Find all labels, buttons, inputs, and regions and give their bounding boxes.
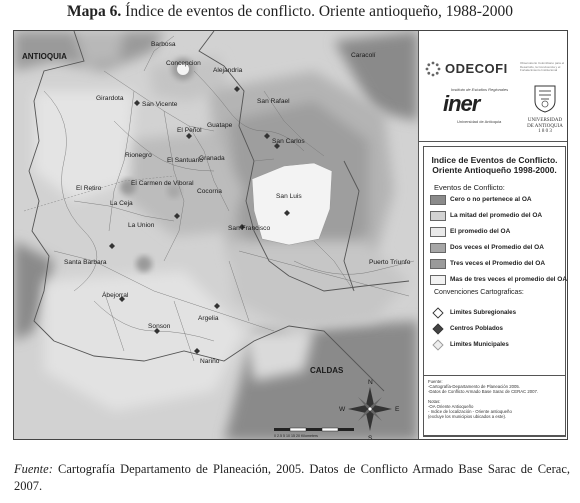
compass-w: W: [339, 406, 346, 413]
map-title-text: Índice de eventos de conflicto. Oriente antioqueño, 1988-2000: [125, 3, 513, 20]
legend-label: Mas de tres veces el promedio del OA: [450, 276, 568, 283]
legend-item: [430, 275, 568, 287]
map-label-elsantuario: El Santuario: [167, 157, 203, 164]
legend-item: [430, 227, 563, 239]
convention-item: [432, 339, 562, 351]
notes-box: [423, 375, 566, 437]
notes-fuente-2: -Datos de Conflicto Armado Base Sarac de CERAC 2007.: [428, 389, 539, 395]
compass-s: S: [368, 435, 373, 441]
udea-year: 1 8 0 3: [538, 129, 552, 134]
legend-swatch: [430, 275, 446, 285]
map-label-narino: Nariño: [200, 358, 220, 365]
legend-label: Cero o no pertenece al OA: [450, 196, 532, 203]
map-label-cocorna: Cocorna: [197, 188, 222, 195]
source-caption: [14, 461, 570, 495]
map-label-elcarmen: El Carmen de Viboral: [131, 180, 194, 187]
map-label-puertotriunfo: Puerto Triunfo: [369, 259, 411, 266]
legend-title-line1: Indice de Eventos de Conflicto.: [431, 155, 558, 165]
diamond-filled-icon: [432, 323, 444, 335]
map-frame: [13, 30, 568, 440]
convention-label: Limites Subregionales: [450, 309, 517, 316]
legend-swatch: [430, 227, 446, 237]
map-label-elretiro: El Retiro: [76, 185, 102, 192]
map-label-santabarbara: Santa Barbara: [64, 259, 107, 266]
map-label-girardota: Girardota: [96, 95, 124, 102]
convention-item: [432, 323, 562, 335]
odecofi-dots-icon: [425, 61, 441, 77]
iner-wordmark: iner: [443, 91, 480, 116]
legend-swatch: [430, 211, 446, 221]
map-label-sanluis: San Luis: [276, 193, 302, 200]
legend-item: [430, 211, 563, 223]
iner-logo: [437, 87, 512, 127]
udea-line1: UNIVERSIDAD: [527, 118, 563, 123]
map-canvas[interactable]: [14, 31, 418, 440]
map-label-alejandria: Alejandria: [213, 67, 243, 74]
map-label-caracoli: Caracolí: [351, 52, 376, 59]
map-label-sanrafael: San Rafael: [257, 98, 290, 105]
map-label-launion: La Union: [128, 222, 155, 229]
udea-line2: DE ANTIOQUIA: [527, 123, 563, 129]
notes-item-2: - Indice de localización - Oriente antioqueño: [428, 409, 512, 415]
notes-title: Notas:: [428, 398, 441, 404]
diamond-light-icon: [432, 339, 444, 351]
map-label-concepcion: Concepcion: [166, 60, 201, 67]
udea-logo: [525, 83, 565, 133]
map-label-rionegro: Rionegro: [125, 152, 152, 159]
map-label-antioquia: ANTIOQUIA: [22, 52, 67, 61]
iner-top-text: Instituto de Estudios Regionales: [451, 87, 509, 92]
compass-n: N: [368, 379, 373, 386]
map-label-barbosa: Barbosa: [151, 41, 176, 48]
map-label-elpenol: El Peñol: [177, 127, 202, 134]
legend-subtitle: Eventos de Conflicto:: [434, 183, 505, 192]
notes-fuente-1: -Cartografía-Departamento de Planeación 2005.: [428, 384, 520, 390]
map-label-sanvicente: San Vicente: [142, 101, 178, 108]
legend-swatch: [430, 195, 446, 205]
legend-item: [430, 259, 563, 271]
legend-item: [430, 195, 563, 207]
legend-label: Tres veces el Promedio del OA: [450, 260, 546, 267]
map-label-sanfrancisco: San Francisco: [228, 225, 271, 232]
notes-item-1: -OA Oriente Antioqueño: [428, 403, 474, 409]
udea-seal-icon: [532, 83, 558, 113]
source-text: Cartografía Departamento de Planeación, 2005. Datos de Conflicto Armado Base Sarac de Cerac, 2007.: [14, 462, 570, 493]
source-label: Fuente:: [14, 462, 53, 476]
legend-title-line2: Oriente Antioqueño 1998-2000.: [432, 165, 557, 175]
map-label-caldas: CALDAS: [310, 366, 344, 375]
notes-item-3: (excluye los municipios ubicados a este).: [428, 414, 507, 420]
map-number: Mapa 6.: [67, 3, 122, 20]
legend-label: Dos veces el Promedio del OA: [450, 244, 544, 251]
convention-item: [432, 307, 562, 319]
conventions-title: Convenciones Cartograficas:: [434, 289, 524, 296]
map-label-guatape: Guatape: [207, 122, 233, 129]
legend-panel: [418, 31, 568, 440]
convention-label: Centros Poblados: [450, 325, 503, 332]
legend-swatch: [430, 243, 446, 253]
legend-label: La mitad del promedio del OA: [450, 212, 543, 219]
legend-title: [424, 155, 565, 175]
map-label-laceja: La Ceja: [110, 200, 133, 207]
odecofi-name: ODECOFI: [445, 61, 508, 76]
diamond-outline-icon: [432, 307, 444, 319]
notes-fuente-title: Fuente:: [428, 379, 443, 384]
map-label-sonson: Sonson: [148, 323, 171, 330]
map-label-granada: Granada: [199, 155, 225, 162]
odecofi-tagline: Observatorio Colombiano para el Desarrollo, la Convivencia y el Fortalecimiento Institucional: [520, 61, 565, 72]
legend-swatch: [430, 259, 446, 269]
logos-area: [419, 31, 568, 142]
scale-label: 0 2.5 5 10 15 20 Kilometers: [274, 434, 318, 438]
legend-item: [430, 243, 563, 255]
map-label-argelia: Argelia: [198, 315, 219, 322]
iner-bottom-text: Universidad de Antioquia: [457, 119, 502, 124]
map-label-sancarlos: San Carlos: [272, 138, 305, 145]
convention-label: Limites Municipales: [450, 341, 509, 348]
compass-e: E: [395, 406, 400, 413]
odecofi-logo: [425, 59, 565, 79]
map-label-abejorral: Abejorral: [102, 292, 129, 299]
legend-label: El promedio del OA: [450, 228, 511, 235]
map-title: [0, 3, 580, 21]
